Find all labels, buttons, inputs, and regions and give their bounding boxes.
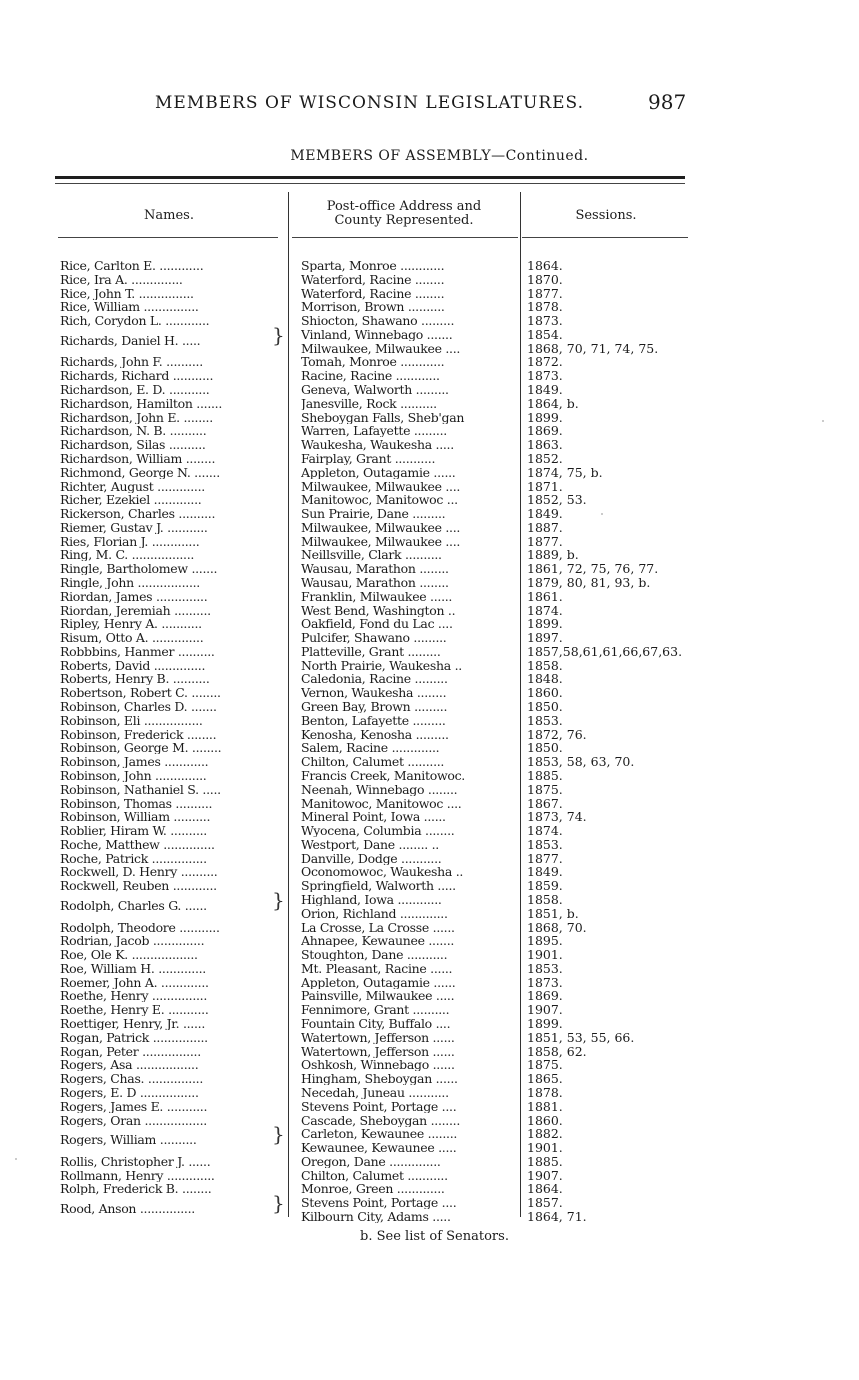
post-office-address: Neenah, Winnebago ........ [301, 783, 458, 796]
member-name: Robbbins, Hanmer .......... [60, 645, 215, 658]
table-row [0, 480, 859, 493]
table-row [0, 535, 859, 548]
member-name: Rood, Anson ............... [60, 1202, 195, 1215]
post-office-address: Waterford, Racine ........ [301, 273, 445, 286]
sessions-value: 1859. [527, 879, 563, 892]
table-row [0, 369, 859, 382]
sessions-value: 1849. [527, 507, 563, 520]
sessions-value: 1864. [527, 1182, 563, 1195]
table-row [0, 686, 859, 699]
member-name: Richards, Richard ........... [60, 369, 214, 382]
sessions-value: 1864. [527, 259, 563, 272]
sessions-value: 1877. [527, 535, 563, 548]
post-office-address: Kilbourn City, Adams ..... [301, 1210, 451, 1223]
post-office-address: Sun Prairie, Dane ......... [301, 507, 446, 520]
table-row [0, 452, 859, 465]
post-office-address: Carleton, Kewaunee ........ [301, 1127, 458, 1140]
sessions-value: 1868, 70. [527, 921, 587, 934]
table-row [0, 562, 859, 575]
sessions-value: 1853. [527, 714, 563, 727]
post-office-address: Wausau, Marathon ........ [301, 562, 449, 575]
sessions-value: 1885. [527, 769, 563, 782]
post-office-address: Cascade, Sheboygan ........ [301, 1114, 460, 1127]
table-row [0, 672, 859, 685]
sessions-value: 1877. [527, 852, 563, 865]
member-name: Rogers, William .......... [60, 1133, 197, 1146]
table-row [0, 1169, 859, 1182]
post-office-address: Ahnapee, Kewaunee ....... [301, 934, 455, 947]
sessions-value: 1858. [527, 659, 563, 672]
post-office-address: Painsville, Milwaukee ..... [301, 989, 455, 1002]
sessions-value: 1874. [527, 604, 563, 617]
running-header [150, 90, 690, 123]
sessions-value: 1872, 76. [527, 728, 587, 741]
post-office-address: Shiocton, Shawano ......... [301, 314, 455, 327]
sessions-value: 1901. [527, 948, 563, 961]
member-name: Rice, Carlton E. ............ [60, 259, 204, 272]
sessions-value: 1879, 80, 81, 93, b. [527, 576, 651, 589]
sessions-value: 1878. [527, 300, 563, 313]
post-office-address: Vernon, Waukesha ........ [301, 686, 447, 699]
post-office-address: North Prairie, Waukesha .. [301, 659, 462, 672]
member-name: Riordan, James .............. [60, 590, 208, 603]
member-name: Roe, Ole K. .................. [60, 948, 198, 961]
table-row [0, 865, 859, 878]
post-office-address: Appleton, Outagamie ...... [301, 976, 456, 989]
sessions-value: 1869. [527, 989, 563, 1002]
post-office-address: Morrison, Brown .......... [301, 300, 445, 313]
post-office-address: Oshkosh, Winnebago ...... [301, 1058, 455, 1071]
member-name: Ripley, Henry A. ........... [60, 617, 202, 630]
table-row [0, 934, 859, 947]
table-row [0, 1058, 859, 1071]
sessions-value: 1857,58,61,61,66,67,63. [527, 645, 683, 658]
post-office-address: Platteville, Grant ......... [301, 645, 441, 658]
member-name: Richmond, George N. ....... [60, 466, 220, 479]
post-office-address: Waterford, Racine ........ [301, 287, 445, 300]
table-row [0, 273, 859, 286]
post-office-address: Watertown, Jefferson ...... [301, 1031, 455, 1044]
table-row [0, 287, 859, 300]
member-name: Robinson, Nathaniel S. ..... [60, 783, 221, 796]
post-office-address: Necedah, Juneau ........... [301, 1086, 449, 1099]
member-name: Richardson, N. B. .......... [60, 424, 207, 437]
post-office-address: Milwaukee, Milwaukee .... [301, 480, 461, 493]
post-office-address: Franklin, Milwaukee ...... [301, 590, 453, 603]
sessions-value: 1864, b. [527, 397, 579, 410]
sessions-value: 1881. [527, 1100, 563, 1113]
member-name: Roe, William H. ............. [60, 962, 206, 975]
member-name: Riemer, Gustav J. ........... [60, 521, 208, 534]
table-row [0, 755, 859, 768]
member-name: Richards, Daniel H. ..... [60, 334, 201, 347]
post-office-address: Green Bay, Brown ......... [301, 700, 448, 713]
member-name: Robertson, Robert C. ........ [60, 686, 221, 699]
table-row [0, 948, 859, 961]
post-office-address: Stevens Point, Portage .... [301, 1196, 457, 1209]
member-name: Rogers, Oran ................. [60, 1114, 207, 1127]
table-row [0, 355, 859, 368]
table-row [0, 1182, 859, 1195]
member-name: Rodrian, Jacob .............. [60, 934, 205, 947]
member-name: Rice, William ............... [60, 300, 199, 313]
scan-speck [601, 513, 603, 515]
post-office-address: Mineral Point, Iowa ...... [301, 810, 446, 823]
table-row [0, 507, 859, 520]
table-row [0, 1045, 859, 1058]
sessions-value: 1895. [527, 934, 563, 947]
post-office-address: Sparta, Monroe ............ [301, 259, 445, 272]
post-office-address: Neillsville, Clark .......... [301, 548, 442, 561]
footnote: b. See list of Senators. [360, 1229, 509, 1244]
post-office-address: Chilton, Calumet .......... [301, 755, 445, 768]
member-name: Rogers, James E. ........... [60, 1100, 208, 1113]
sessions-value: 1899. [527, 617, 563, 630]
post-office-address: Benton, Lafayette ......... [301, 714, 446, 727]
post-office-address: Caledonia, Racine ......... [301, 672, 448, 685]
sessions-value: 1854. [527, 328, 563, 341]
sessions-value: 1899. [527, 1017, 563, 1030]
table-row [0, 838, 859, 851]
member-name: Richards, John F. .......... [60, 355, 203, 368]
member-name: Richardson, Silas .......... [60, 438, 206, 451]
brace-mark: } [272, 888, 285, 912]
member-name: Robinson, William .......... [60, 810, 211, 823]
table-row [0, 466, 859, 479]
table-row [0, 1017, 859, 1030]
table-row [0, 1086, 859, 1099]
table-row [0, 314, 859, 327]
sessions-value: 1849. [527, 383, 563, 396]
sessions-value: 1897. [527, 631, 563, 644]
table-row [0, 300, 859, 313]
table-row [0, 824, 859, 837]
sessions-value: 1877. [527, 287, 563, 300]
table-row [0, 879, 859, 892]
table-row [0, 323, 859, 347]
member-name: Rogers, E. D ................ [60, 1086, 199, 1099]
post-office-address: Milwaukee, Milwaukee .... [301, 535, 461, 548]
member-name: Rollmann, Henry ............. [60, 1169, 215, 1182]
member-name: Rogan, Patrick ............... [60, 1031, 208, 1044]
post-office-address: Highland, Iowa ............ [301, 893, 442, 906]
post-office-address: Stevens Point, Portage .... [301, 1100, 457, 1113]
sessions-value: 1852. [527, 452, 563, 465]
sessions-value: 1851, 53, 55, 66. [527, 1031, 635, 1044]
member-name: Rodolph, Charles G. ...... [60, 899, 207, 912]
post-office-address: Kewaunee, Kewaunee ..... [301, 1141, 457, 1154]
member-name: Rogan, Peter ................ [60, 1045, 201, 1058]
sessions-value: 1860. [527, 686, 563, 699]
sessions-value: 1865. [527, 1072, 563, 1085]
post-office-address: Oconomowoc, Waukesha .. [301, 865, 464, 878]
member-name: Rice, Ira A. .............. [60, 273, 183, 286]
table-row [0, 424, 859, 437]
sessions-value: 1857. [527, 1196, 563, 1209]
brace-mark: } [272, 1122, 285, 1146]
scan-speck [822, 420, 824, 422]
sessions-value: 1861. [527, 590, 563, 603]
table-row [0, 700, 859, 713]
sessions-value: 1853. [527, 962, 563, 975]
post-office-address: Sheboygan Falls, Sheb'gan [301, 411, 465, 424]
member-name: Robinson, George M. ........ [60, 741, 222, 754]
sessions-value: 1853. [527, 838, 563, 851]
member-name: Rice, John T. ............... [60, 287, 194, 300]
post-office-address: Mt. Pleasant, Racine ...... [301, 962, 453, 975]
post-office-address: Francis Creek, Manitowoc. [301, 769, 465, 782]
post-office-address: Danville, Dodge ........... [301, 852, 442, 865]
member-name: Ringle, Bartholomew ....... [60, 562, 218, 575]
post-office-address: Appleton, Outagamie ...... [301, 466, 456, 479]
sessions-value: 1874, 75, b. [527, 466, 603, 479]
sessions-value: 1901. [527, 1141, 563, 1154]
page-header-title: MEMBERS OF WISCONSIN LEGISLATURES. [155, 93, 585, 113]
post-office-address: Milwaukee, Milwaukee .... [301, 342, 461, 355]
table-row [0, 888, 859, 912]
sessions-value: 1873. [527, 976, 563, 989]
table-row [0, 1191, 859, 1215]
table-row [0, 989, 859, 1002]
header-rule-names [58, 237, 278, 238]
table-row [0, 1100, 859, 1113]
post-office-address: Fairplay, Grant ........... [301, 452, 436, 465]
member-name: Roblier, Hiram W. .......... [60, 824, 207, 837]
post-office-address: Manitowoc, Manitowoc .... [301, 797, 462, 810]
post-office-address: Warren, Lafayette ......... [301, 424, 447, 437]
table-row [0, 1122, 859, 1146]
member-name: Rolph, Frederick B. ........ [60, 1182, 212, 1195]
table-row [0, 1155, 859, 1168]
post-office-address: Oregon, Dane .............. [301, 1155, 441, 1168]
member-name: Ring, M. C. ................. [60, 548, 195, 561]
member-name: Robinson, Thomas .......... [60, 797, 213, 810]
sessions-value: 1873. [527, 314, 563, 327]
post-office-address: Janesville, Rock .......... [301, 397, 437, 410]
member-name: Roche, Matthew .............. [60, 838, 215, 851]
table-row [0, 397, 859, 410]
post-office-address: Tomah, Monroe ............ [301, 355, 445, 368]
column-header-post-office: Post-office Address and County Represented. [326, 199, 482, 228]
table-row [0, 617, 859, 630]
brace-mark: } [272, 323, 285, 347]
member-name: Roemer, John A. ............. [60, 976, 209, 989]
member-name: Robinson, John .............. [60, 769, 207, 782]
table-row [0, 438, 859, 451]
page-number: 987 [648, 90, 687, 114]
sessions-value: 1907. [527, 1003, 563, 1016]
table-row [0, 769, 859, 782]
column-header-names: Names. [144, 207, 194, 223]
table-row [0, 852, 859, 865]
member-name: Roche, Patrick ............... [60, 852, 207, 865]
header-rule-sessions [522, 237, 688, 238]
member-name: Rickerson, Charles .......... [60, 507, 216, 520]
post-office-address: La Crosse, La Crosse ...... [301, 921, 455, 934]
member-name: Roettiger, Henry, Jr. ...... [60, 1017, 205, 1030]
table-row [0, 383, 859, 396]
sessions-value: 1873, 74. [527, 810, 587, 823]
table-row [0, 810, 859, 823]
member-name: Roberts, David .............. [60, 659, 206, 672]
post-office-address: Wausau, Marathon ........ [301, 576, 449, 589]
member-name: Robinson, Eli ................ [60, 714, 203, 727]
sessions-value: 1875. [527, 783, 563, 796]
sessions-value: 1868, 70, 71, 74, 75. [527, 342, 659, 355]
sessions-value: 1849. [527, 865, 563, 878]
table-row [0, 659, 859, 672]
sessions-value: 1907. [527, 1169, 563, 1182]
table-row [0, 645, 859, 658]
member-name: Ries, Florian J. ............. [60, 535, 200, 548]
post-office-address: Fountain City, Buffalo .... [301, 1017, 451, 1030]
table-row [0, 797, 859, 810]
post-office-address: Milwaukee, Milwaukee .... [301, 521, 461, 534]
sessions-value: 1874. [527, 824, 563, 837]
sessions-value: 1864, 71. [527, 1210, 587, 1223]
member-name: Roberts, Henry B. .......... [60, 672, 210, 685]
post-office-address: Vinland, Winnebago ....... [301, 328, 453, 341]
table-row [0, 1141, 859, 1154]
sessions-value: 1858. [527, 893, 563, 906]
table-row [0, 342, 859, 355]
post-office-address: Monroe, Green ............. [301, 1182, 445, 1195]
sessions-value: 1872. [527, 355, 563, 368]
sessions-value: 1867. [527, 797, 563, 810]
table-row [0, 548, 859, 561]
sessions-value: 1873. [527, 369, 563, 382]
member-name: Roethe, Henry E. ........... [60, 1003, 209, 1016]
table-top-rule [55, 176, 685, 179]
member-name: Rollis, Christopher J. ...... [60, 1155, 211, 1168]
post-office-address: Springfield, Walworth ..... [301, 879, 456, 892]
post-office-address: Hingham, Sheboygan ...... [301, 1072, 458, 1085]
sessions-value: 1889, b. [527, 548, 579, 561]
table-row [0, 1210, 859, 1223]
header-rule-post-office [292, 237, 518, 238]
table-row [0, 521, 859, 534]
sessions-value: 1882. [527, 1127, 563, 1140]
member-name: Roethe, Henry ............... [60, 989, 208, 1002]
table-row [0, 1114, 859, 1127]
member-name: Robinson, Frederick ........ [60, 728, 217, 741]
column-header-sessions: Sessions. [575, 207, 637, 223]
post-office-address: Racine, Racine ............ [301, 369, 440, 382]
sessions-value: 1853, 58, 63, 70. [527, 755, 635, 768]
table-row [0, 741, 859, 754]
post-office-address: Geneva, Walworth ......... [301, 383, 449, 396]
sessions-value: 1860. [527, 1114, 563, 1127]
brace-mark: } [272, 1191, 285, 1215]
table-row [0, 631, 859, 644]
sessions-value: 1850. [527, 741, 563, 754]
scan-speck [15, 1158, 17, 1160]
table-row [0, 1031, 859, 1044]
table-row [0, 714, 859, 727]
sessions-value: 1875. [527, 1058, 563, 1071]
table-row [0, 976, 859, 989]
sessions-value: 1869. [527, 424, 563, 437]
sessions-value: 1848. [527, 672, 563, 685]
post-office-address: Salem, Racine ............. [301, 741, 440, 754]
member-name: Richter, August ............. [60, 480, 205, 493]
table-row [0, 604, 859, 617]
table-row [0, 590, 859, 603]
member-name: Richer, Ezekiel ............. [60, 493, 202, 506]
table-row [0, 493, 859, 506]
post-office-address: Waukesha, Waukesha ..... [301, 438, 454, 451]
sessions-value: 1878. [527, 1086, 563, 1099]
member-name: Risum, Otto A. .............. [60, 631, 204, 644]
sessions-value: 1870. [527, 273, 563, 286]
table-row [0, 921, 859, 934]
member-name: Rockwell, D. Henry .......... [60, 865, 218, 878]
member-name: Richardson, William ........ [60, 452, 216, 465]
member-name: Ringle, John ................. [60, 576, 200, 589]
table-row [0, 783, 859, 796]
sessions-value: 1861, 72, 75, 76, 77. [527, 562, 659, 575]
member-name: Rogers, Chas. ............... [60, 1072, 204, 1085]
sessions-value: 1885. [527, 1155, 563, 1168]
post-office-address: Oakfield, Fond du Lac .... [301, 617, 453, 630]
post-office-address: Manitowoc, Manitowoc ... [301, 493, 458, 506]
member-name: Richardson, John E. ........ [60, 411, 213, 424]
table-row [0, 728, 859, 741]
sessions-value: 1899. [527, 411, 563, 424]
sessions-value: 1871. [527, 480, 563, 493]
member-name: Richardson, Hamilton ....... [60, 397, 223, 410]
post-office-address: Kenosha, Kenosha ......... [301, 728, 449, 741]
sessions-value: 1851, b. [527, 907, 579, 920]
table-row [0, 411, 859, 424]
post-office-address: Chilton, Calumet ........... [301, 1169, 448, 1182]
section-subtitle: MEMBERS OF ASSEMBLY—Continued. [290, 148, 589, 164]
member-name: Richardson, E. D. ........... [60, 383, 210, 396]
sessions-value: 1858, 62. [527, 1045, 587, 1058]
sessions-value: 1850. [527, 700, 563, 713]
table-row [0, 1072, 859, 1085]
post-office-address: West Bend, Washington .. [301, 604, 456, 617]
post-office-address: Westport, Dane ........ .. [301, 838, 439, 851]
member-name: Rich, Corydon L. ............ [60, 314, 210, 327]
table-row [0, 576, 859, 589]
post-office-address: Orion, Richland ............. [301, 907, 448, 920]
member-name: Rodolph, Theodore ........... [60, 921, 220, 934]
member-name: Rockwell, Reuben ............ [60, 879, 217, 892]
post-office-address: Watertown, Jefferson ...... [301, 1045, 455, 1058]
table-row [0, 259, 859, 272]
post-office-address: Stoughton, Dane ........... [301, 948, 448, 961]
table-row [0, 962, 859, 975]
table-row [0, 907, 859, 920]
member-name: Riordan, Jeremiah .......... [60, 604, 211, 617]
post-office-address: Pulcifer, Shawano ......... [301, 631, 447, 644]
post-office-address: Wyocena, Columbia ........ [301, 824, 455, 837]
member-name: Rogers, Asa ................. [60, 1058, 199, 1071]
member-name: Robinson, James ............ [60, 755, 209, 768]
table-top-rule-thin [55, 183, 685, 184]
sessions-value: 1887. [527, 521, 563, 534]
table-row [0, 1003, 859, 1016]
sessions-value: 1852, 53. [527, 493, 587, 506]
post-office-address: Fennimore, Grant .......... [301, 1003, 450, 1016]
member-name: Robinson, Charles D. ....... [60, 700, 217, 713]
sessions-value: 1863. [527, 438, 563, 451]
